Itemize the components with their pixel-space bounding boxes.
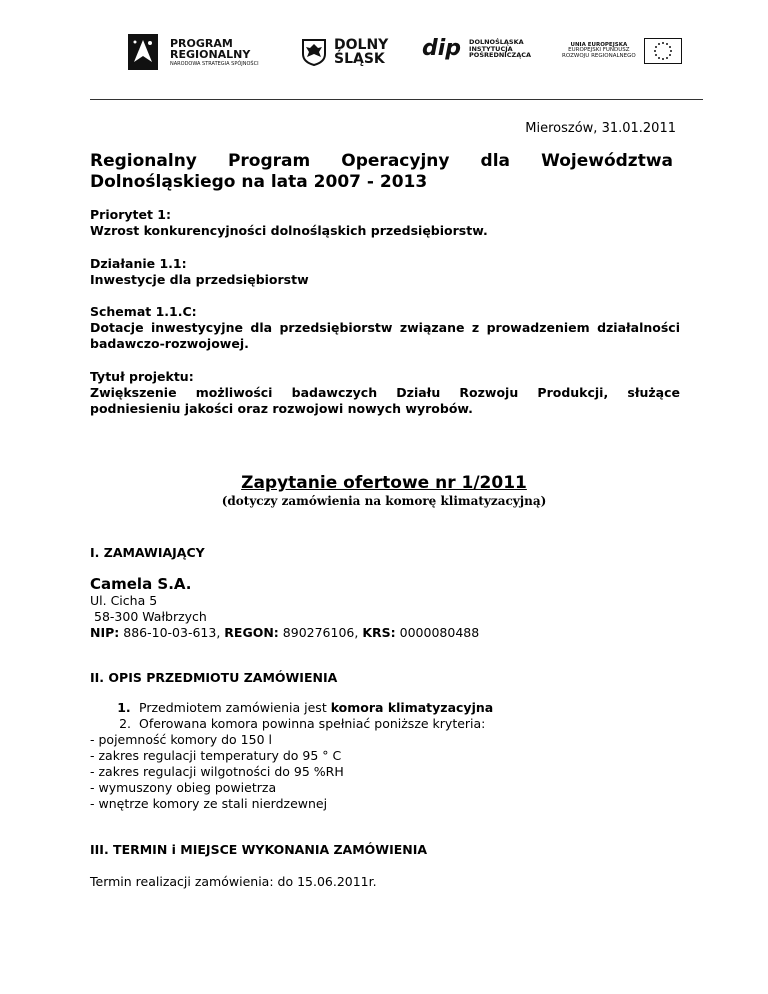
logo-text: PROGRAM [170, 36, 233, 50]
dzialanie-label: Działanie 1.1: [90, 256, 187, 271]
order-item-2-text: Oferowana komora powinna spełniać poniższe kryteria: [139, 716, 486, 731]
logo-bar [0, 30, 768, 80]
criteria-item: - wymuszony obieg powietrza [90, 780, 277, 795]
logo-text: ŚLĄSK [334, 51, 385, 67]
dip-logo [422, 38, 531, 60]
title-word: Operacyjny [341, 151, 450, 171]
schemat-block [90, 304, 680, 352]
logo-text: POŚREDNICZĄCA [469, 51, 532, 60]
title-word: Województwa [541, 151, 673, 171]
logo-text: EUROPEJSKI FUNDUSZ [568, 47, 630, 54]
logo-text: REGIONALNY [170, 47, 251, 61]
dzialanie-text: Inwestycje dla przedsiębiorstw [90, 272, 309, 287]
order-list [90, 700, 680, 732]
program-title-line1 [90, 151, 673, 172]
section2-body [90, 700, 680, 812]
eu-flag-icon [644, 38, 682, 64]
section3-heading: III. TERMIN i MIEJSCE WYKONANIA ZAMÓWIENIA [90, 842, 428, 857]
logo-text: DOLNOŚLĄSKA [469, 38, 524, 47]
company-address [90, 593, 680, 641]
eagle-crest-icon [302, 38, 326, 66]
regon-value: 890276106, [282, 625, 359, 640]
program-regionalny-logo [128, 34, 259, 70]
schemat-text: Dotacje inwestycyjne dla przedsiębiorstw związane z prowadzeniem działalności badawczo-rozwojowej. [90, 320, 680, 351]
inquiry-title: Zapytanie ofertowe nr 1/2011 [241, 473, 527, 493]
criteria-item: - pojemność komory do 150 l [90, 732, 272, 747]
krs-label: KRS: [362, 625, 396, 640]
krs-value: 0000080488 [399, 625, 480, 640]
program-regionalny-emblem [128, 34, 158, 70]
section2-heading: II. OPIS PRZEDMIOTU ZAMÓWIENIA [90, 670, 338, 685]
section3-text: Termin realizacji zamówienia: do 15.06.2011r. [90, 874, 377, 889]
order-item-1-bold: komora klimatyzacyjna [330, 700, 494, 715]
company-street: Ul. Cicha 5 [90, 593, 158, 608]
eu-logo [562, 38, 682, 64]
dip-mark: dip [422, 36, 462, 61]
priorytet-text: Wzrost konkurencyjności dolnośląskich przedsiębiorstw. [90, 223, 488, 238]
regon-label: REGON: [224, 625, 279, 640]
dolny-slask-logo [302, 38, 388, 66]
program-title [90, 151, 673, 193]
tytul-text: Zwiększenie możliwości badawczych Działu Rozwoju Produkcji, służące podniesieniu jakości oraz rozwojowi nowych wyrobów. [90, 385, 680, 416]
logo-text: DOLNY [334, 37, 389, 53]
order-item-2 [135, 716, 680, 732]
dzialanie-block [90, 256, 680, 288]
program-title-line2: Dolnośląskiego na lata 2007 - 2013 [90, 172, 428, 192]
inquiry-subtitle: (dotyczy zamówienia na komorę klimatyzacyjną) [221, 494, 547, 508]
company-city: 58-300 Wałbrzych [94, 609, 207, 624]
logo-text: INSTYTUCJA [469, 44, 513, 53]
nip-value: 886-10-03-613, [123, 625, 221, 640]
tytul-label: Tytuł projektu: [90, 369, 194, 384]
section1-heading: I. ZAMAWIAJĄCY [90, 545, 205, 560]
logo-text: NARODOWA STRATEGIA SPÓJNOŚCI [170, 60, 259, 67]
criteria-item: - zakres regulacji wilgotności do 95 %RH [90, 764, 344, 779]
logo-text: ROZWOJU REGIONALNEGO [562, 52, 636, 59]
company-name: Camela S.A. [90, 575, 192, 593]
criteria-list [90, 732, 680, 812]
logo-text: UNIA EUROPEJSKA [570, 41, 628, 48]
criteria-item: - wnętrze komory ze stali nierdzewnej [90, 796, 328, 811]
nip-label: NIP: [90, 625, 120, 640]
order-item-1-text: Przedmiotem zamówienia jest [139, 700, 331, 715]
order-item-1 [135, 700, 680, 716]
document-date: Mieroszów, 31.01.2011 [525, 121, 676, 136]
title-word: Program [227, 151, 311, 171]
title-word: dla [480, 151, 510, 171]
priorytet-label: Priorytet 1: [90, 207, 171, 222]
priorytet-block [90, 207, 680, 239]
schemat-label: Schemat 1.1.C: [90, 304, 197, 319]
title-word: Regionalny [90, 151, 197, 171]
tytul-block [90, 369, 680, 417]
company-ids [90, 625, 680, 641]
header-divider [90, 99, 703, 100]
criteria-item: - zakres regulacji temperatury do 95 ° C [90, 748, 342, 763]
